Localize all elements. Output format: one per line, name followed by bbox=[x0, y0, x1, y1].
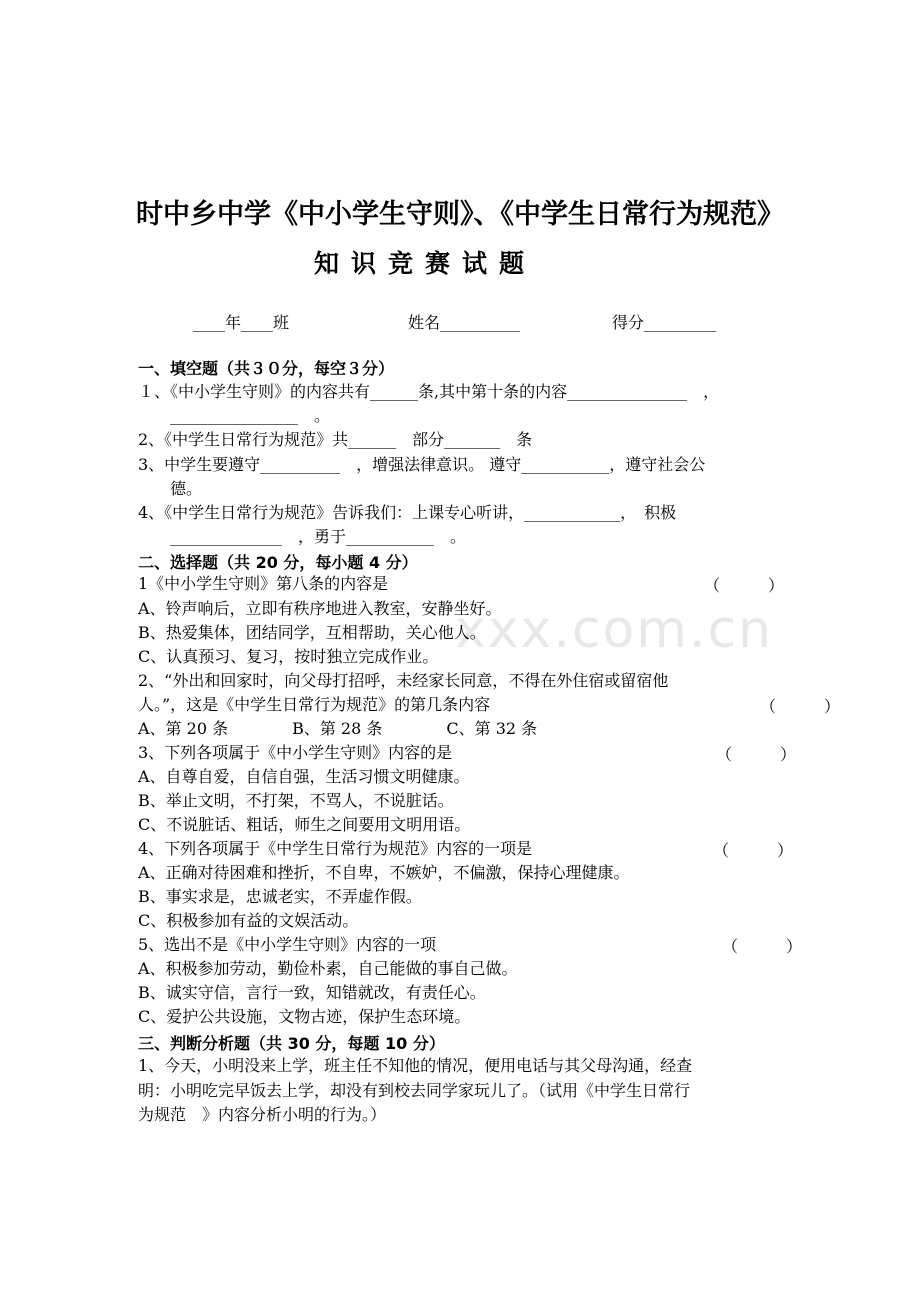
choice-q4: 4、下列各项属于《中学生日常行为规范》内容的一项是 bbox=[138, 839, 533, 858]
choice-q5: 5、选出不是《中小学生守则》内容的一项 bbox=[138, 935, 437, 954]
answer-paren-q3: （ ） bbox=[716, 745, 797, 764]
choice-q5-option-a: A、积极参加劳动，勤俭朴素，自己能做的事自己做。 bbox=[138, 959, 518, 978]
choice-q3-option-b: B、举止文明，不打架，不骂人，不说脏话。 bbox=[138, 791, 454, 810]
fill-line-3: 2、《中学生日常行为规范》共______ 部分_______ 条 bbox=[138, 430, 533, 449]
choice-q2-line-2: 人。”，这是《中学生日常行为规范》的第几条内容 bbox=[138, 695, 491, 714]
choice-q5-option-c: C、爱护公共设施，文物古迹，保护生态环境。 bbox=[138, 1007, 471, 1026]
choice-q4-option-c: C、积极参加有益的文娱活动。 bbox=[138, 911, 359, 930]
choice-q3-option-c: C、不说脏话、粗话，师生之间要用文明用语。 bbox=[138, 815, 471, 834]
fill-line-5: 德。 bbox=[138, 479, 203, 498]
fill-line-6: 4、《中学生日常行为规范》告诉我们：上课专心听讲，____________， 积极 bbox=[138, 503, 677, 522]
answer-paren-q2: （ ） bbox=[760, 697, 841, 716]
choice-q3-option-a: A、自尊自爱，自信自强，生活习惯文明健康。 bbox=[138, 767, 470, 786]
analysis-q1-line-1: 1、今天，小明没来上学，班主任不知他的情况，便用电话与其父母沟通，经查 bbox=[138, 1056, 693, 1075]
choice-q5-option-b: B、诚实守信，言行一致，知错就改，有责任心。 bbox=[138, 983, 486, 1002]
answer-paren-q5: （ ） bbox=[722, 937, 803, 956]
watermark: xxx.com.cn bbox=[455, 600, 773, 660]
choice-q3: 3、下列各项属于《中小学生守则》内容的是 bbox=[138, 743, 453, 762]
page-subtitle: 知识竞赛试题 bbox=[313, 249, 536, 278]
choice-q1: 1《中小学生守则》第八条的内容是 bbox=[138, 574, 389, 593]
section-heading-choice: 二、选择题（共 20 分，每小题 4 分） bbox=[138, 553, 418, 572]
choice-q4-option-a: A、正确对待困难和挫折，不自卑，不嫉妒，不偏激，保持心理健康。 bbox=[138, 863, 630, 882]
choice-q1-option-a: A、铃声响后，立即有秩序地进入教室，安静坐好。 bbox=[138, 599, 502, 618]
name-field: 姓名__________ bbox=[408, 313, 521, 332]
score-field: 得分_________ bbox=[612, 313, 717, 332]
grade-class-field: ____年____班 bbox=[193, 313, 290, 332]
choice-q2-line-1: 2、“外出和回家时，向父母打招呼，未经家长同意，不得在外住宿或留宿他 bbox=[138, 671, 669, 690]
analysis-q1-line-2: 明：小明吃完早饭去上学，却没有到校去同学家玩儿了。（试用《中学生日常行 bbox=[138, 1081, 691, 1100]
fill-line-7: ______________ ，勇于___________ 。 bbox=[138, 527, 467, 546]
answer-paren-q1: （ ） bbox=[704, 576, 785, 595]
section-heading-analysis: 三、判断分析题（共 30 分，每题 10 分） bbox=[138, 1034, 445, 1053]
fill-line-1: １、《中小学生守则》的内容共有______条,其中第十条的内容_______________ ， bbox=[138, 382, 720, 401]
fill-line-2: ________________ 。 bbox=[138, 406, 331, 425]
analysis-q1-line-3: 为规范 》内容分析小明的行为。） bbox=[138, 1105, 387, 1124]
choice-q4-option-b: B、事实求是，忠诚老实，不弄虚作假。 bbox=[138, 887, 422, 906]
choice-q2-options: A、第 20 条 B、第 28 条 C、第 32 条 bbox=[138, 719, 538, 738]
fill-line-4: 3、中学生要遵守__________ ，增强法律意识。 遵守___________，遵守社会公 bbox=[138, 455, 706, 474]
answer-paren-q4: （ ） bbox=[713, 841, 794, 860]
choice-q1-option-b: B、热爱集体，团结同学，互相帮助，关心他人。 bbox=[138, 623, 486, 642]
page-title: 时中乡中学《中小学生守则》、《中学生日常行为规范》 bbox=[136, 199, 784, 230]
section-heading-fill-blank: 一、填空题（共３０分，每空３分） bbox=[138, 359, 395, 378]
choice-q1-option-c: C、认真预习、复习，按时独立完成作业。 bbox=[138, 647, 439, 666]
